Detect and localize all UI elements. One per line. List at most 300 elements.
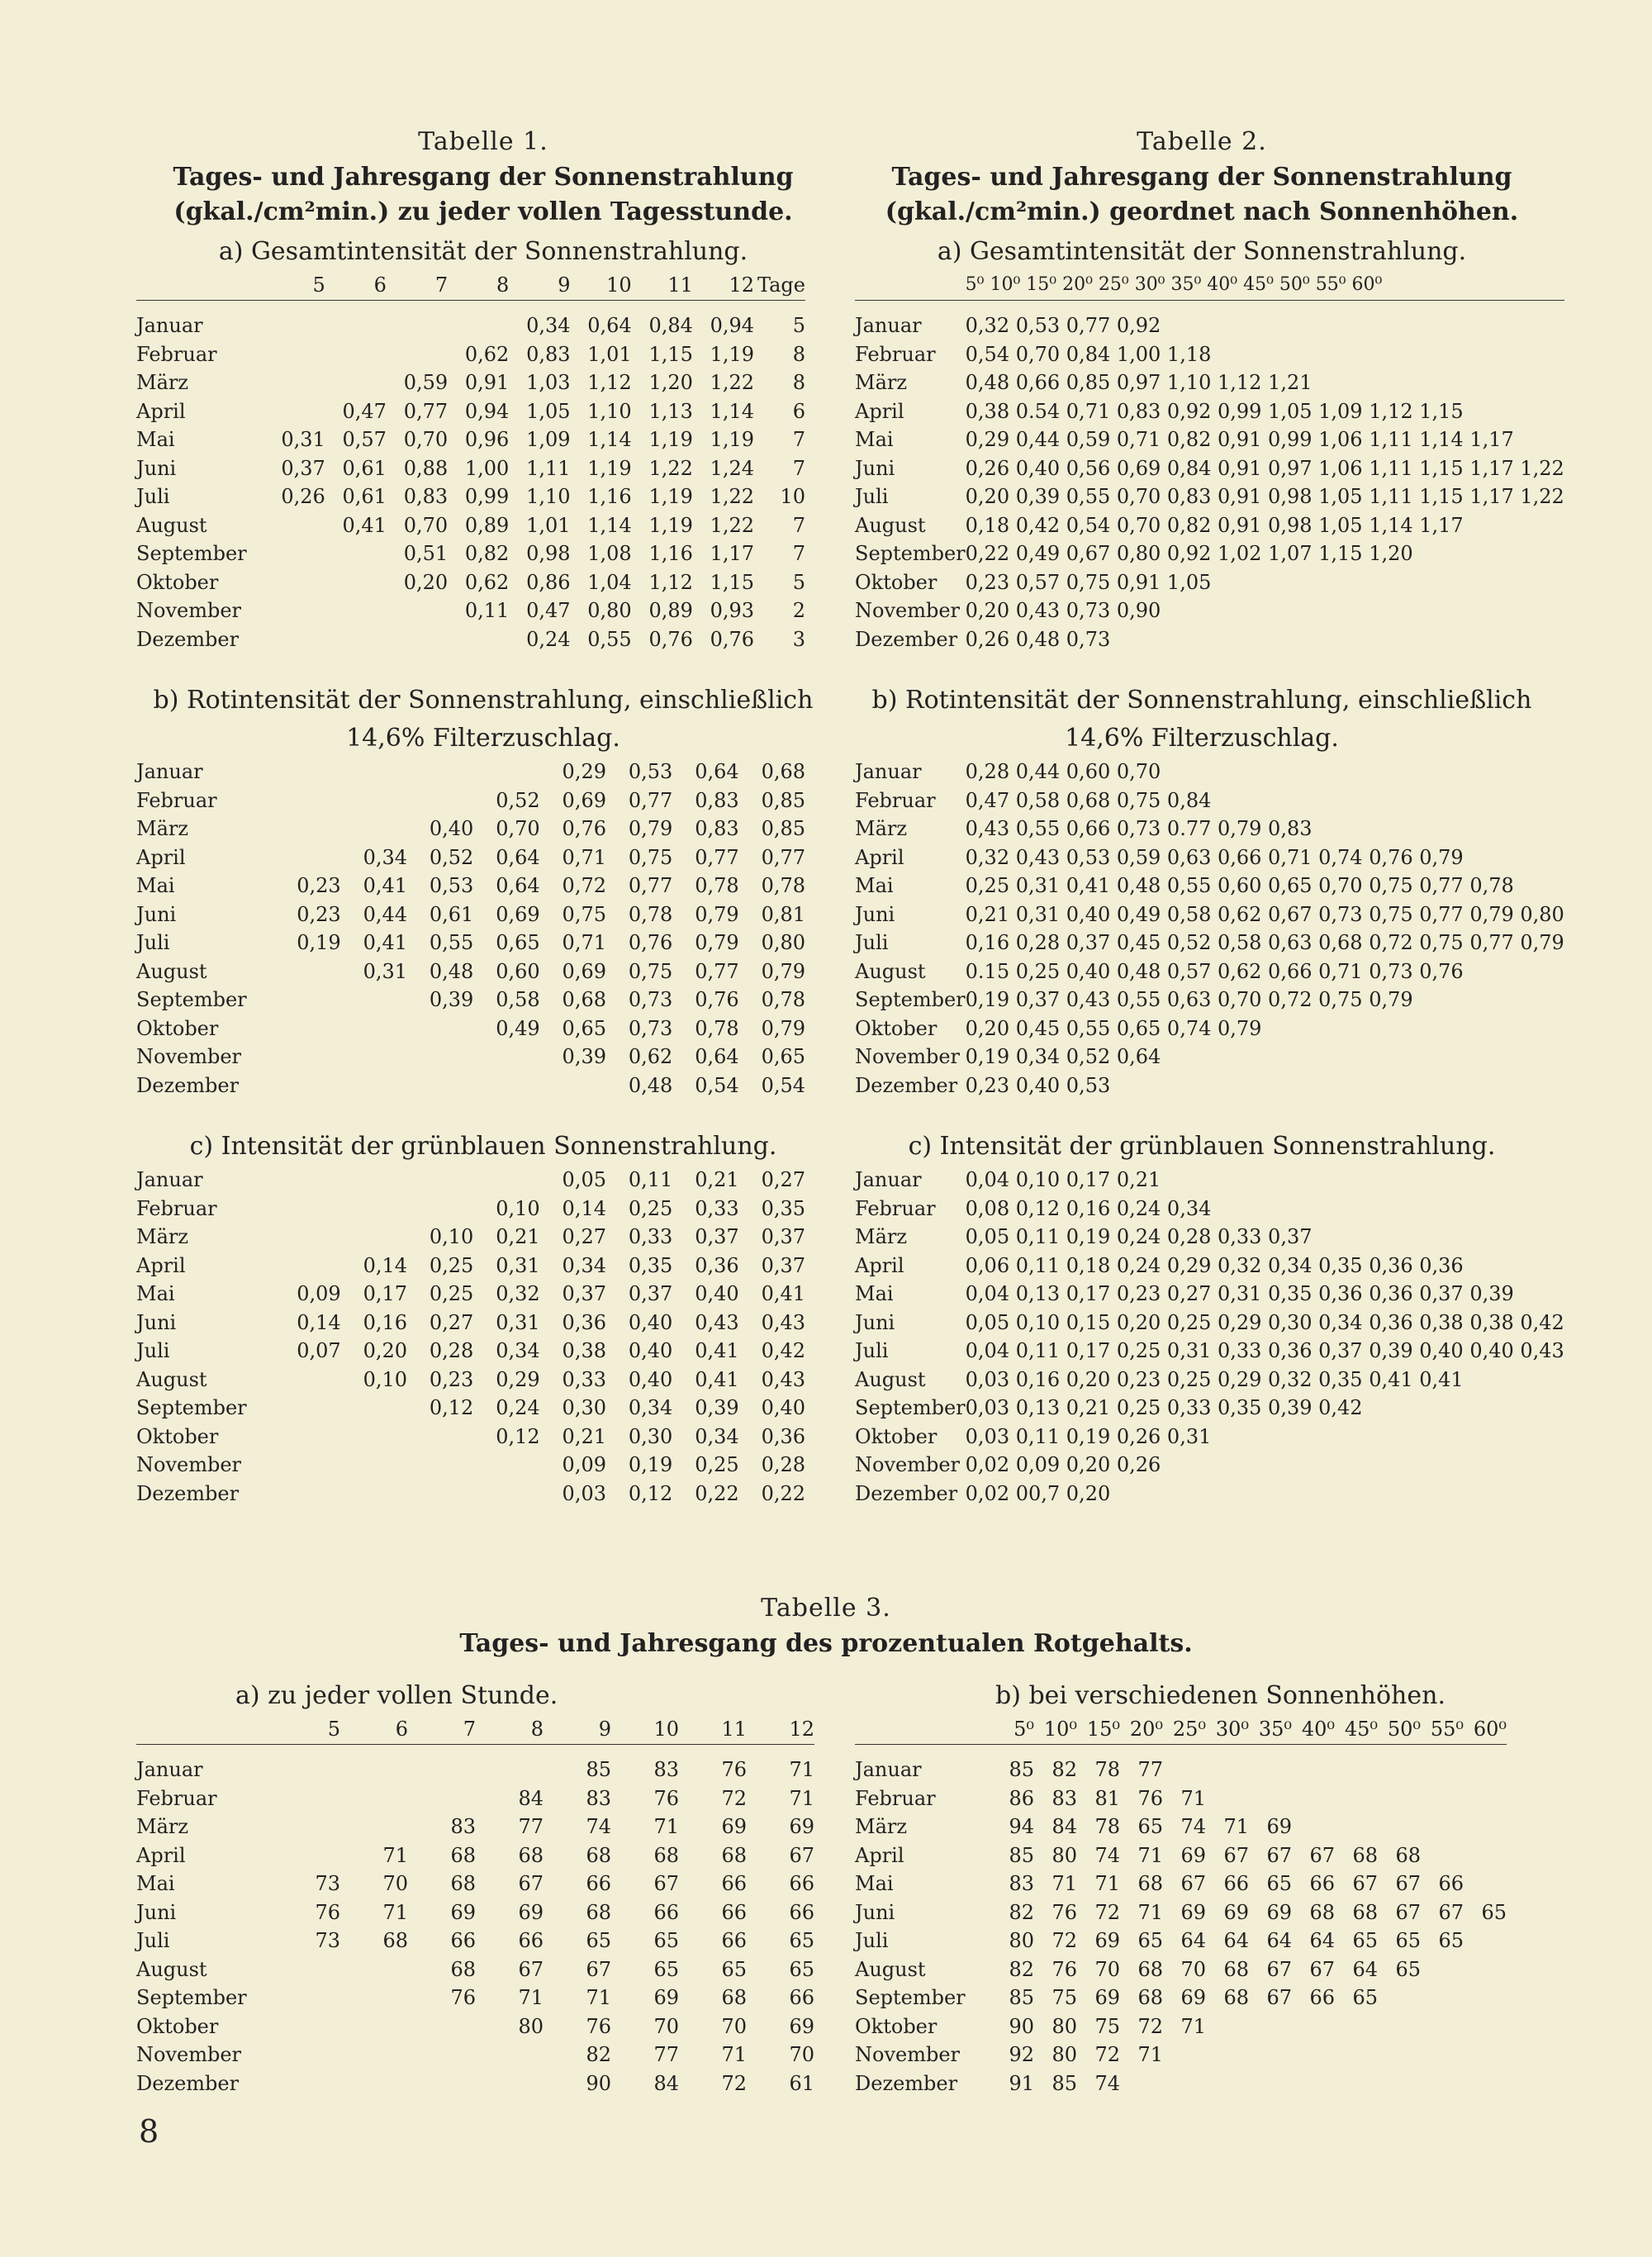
month-label: Februar (855, 342, 936, 366)
table-row (855, 482, 1564, 511)
value-cell: 68 (1352, 1843, 1378, 1867)
value-cell: 1,08 (587, 542, 632, 565)
value-cell (273, 1784, 340, 1813)
value-cell (407, 1043, 473, 1071)
value-cell (273, 2012, 340, 2041)
value-cell (340, 1955, 408, 1984)
value-cell (1378, 2069, 1421, 2098)
value-cell: 0,64 (496, 845, 540, 869)
value-cell (341, 1223, 407, 1252)
header-row (136, 1715, 814, 1744)
table-row (136, 1166, 805, 1195)
value-cell (341, 786, 407, 815)
value-cell: 76 (653, 1786, 679, 1810)
table-row (855, 1223, 1564, 1252)
value-cell: 76 (721, 1758, 747, 1781)
month-label: Januar (136, 1168, 203, 1191)
table-row (855, 511, 1564, 540)
value-cell: 68 (1223, 1986, 1249, 2009)
tabelle-2b-title-line2: 14,6% Filterzuschlag. (1065, 724, 1339, 753)
column-header: 10⁰ (1043, 1718, 1077, 1741)
value-cell: 0,37 (628, 1282, 673, 1305)
value-cell (341, 1480, 407, 1509)
value-cell (387, 340, 448, 369)
value-cell: 0,33 (695, 1196, 739, 1220)
tabelle-1b-title-line2: 14,6% Filterzuschlag. (346, 724, 620, 753)
table-row (855, 1841, 1507, 1870)
value-cell: 0,30 (628, 1424, 673, 1448)
month-label: Oktober (136, 1016, 219, 1040)
value-cell (273, 1813, 340, 1841)
value-cell (1421, 1955, 1464, 1984)
month-label: September (855, 1396, 966, 1419)
value-cell (1249, 1784, 1292, 1813)
tabelle-2c-table (855, 1166, 1564, 1508)
value-sequence: 0,20 0,45 0,55 0,65 0,74 0,79 (965, 1016, 1262, 1040)
table-row (136, 900, 805, 929)
value-cell: 0,61 (429, 902, 474, 926)
month-label: Februar (855, 1196, 936, 1220)
value-cell: 0,65 (761, 1045, 805, 1068)
table-row (855, 872, 1564, 900)
column-header: 35⁰ (1258, 1718, 1292, 1741)
value-cell: 69 (450, 1900, 476, 1924)
value-cell: 65 (1481, 1900, 1507, 1924)
value-cell: 0,70 (403, 513, 449, 537)
value-cell: 0,88 (403, 456, 449, 480)
value-cell: 0,12 (496, 1424, 540, 1448)
value-cell: 0,83 (695, 817, 739, 840)
value-cell: 0,77 (761, 845, 805, 869)
value-cell (473, 1166, 539, 1195)
value-cell: 0,34 (562, 1253, 606, 1277)
value-cell: 71 (789, 1758, 814, 1781)
value-cell (341, 758, 407, 786)
month-label: Juli (136, 1929, 170, 1952)
value-cell: 1,15 (710, 570, 755, 594)
table-row (136, 843, 805, 872)
value-cell: 0,61 (342, 485, 387, 508)
table-row (136, 1841, 814, 1870)
value-cell (1421, 1984, 1464, 2012)
value-cell: 65 (1438, 1929, 1464, 1952)
column-header: 5 (327, 1718, 340, 1741)
value-cell: 66 (1309, 1986, 1335, 2009)
value-cell (264, 368, 325, 397)
value-sequence: 0,05 0,10 0,15 0,20 0,25 0,29 0,30 0,34 0,36 0,38 0,38 0,42 (965, 1310, 1564, 1334)
value-cell: 67 (1223, 1843, 1249, 1867)
value-cell: 0,52 (429, 845, 474, 869)
value-cell: 71 (653, 1815, 679, 1838)
value-cell: 0,34 (526, 314, 571, 337)
value-cell: 1,09 (526, 428, 571, 451)
value-cell: 66 (789, 1900, 814, 1924)
table-row (855, 1898, 1507, 1927)
value-cell: 0,33 (628, 1225, 673, 1248)
value-cell: 83 (1009, 1872, 1034, 1895)
value-cell: 86 (1009, 1786, 1034, 1810)
value-cell: 0,51 (403, 542, 449, 565)
value-cell (1421, 1784, 1464, 1813)
month-label: Dezember (136, 2071, 240, 2095)
value-cell: 0,91 (464, 371, 510, 394)
value-cell (473, 1071, 539, 1100)
table-row (855, 340, 1564, 369)
value-cell (1292, 1784, 1335, 1813)
value-cell: 0,32 (496, 1282, 540, 1305)
value-cell: 0,75 (562, 902, 606, 926)
month-label: Oktober (136, 2014, 219, 2038)
value-cell: 0,35 (628, 1253, 673, 1277)
value-cell: 68 (1223, 1957, 1249, 1981)
value-sequence: 0,08 0,12 0,16 0,24 0,34 (965, 1196, 1212, 1220)
value-cell: 0,23 (297, 874, 341, 897)
value-cell: 0,69 (562, 788, 606, 812)
value-cell: 83 (1051, 1786, 1077, 1810)
tabelle-2b-title-line1: b) Rotintensität der Sonnenstrahlung, einschließlich (871, 686, 1532, 715)
value-cell: 0,25 (628, 1196, 673, 1220)
value-cell (1464, 1955, 1507, 1984)
tabelle-3a-title: a) zu jeder vollen Stunde. (235, 1681, 558, 1710)
value-cell: 65 (1395, 1929, 1421, 1952)
value-cell (325, 368, 387, 397)
value-cell: 84 (653, 2071, 679, 2095)
value-cell: 69 (653, 1986, 679, 2009)
value-cell: 0,70 (496, 817, 540, 840)
value-cell (408, 2069, 476, 2098)
table-row (855, 1423, 1564, 1452)
month-label: Dezember (855, 2071, 958, 2095)
value-sequence: 0,23 0,40 0,53 (965, 1073, 1111, 1097)
value-cell: 65 (1137, 1929, 1163, 1952)
value-cell (407, 1480, 473, 1509)
column-header: 9 (598, 1718, 611, 1741)
value-sequence: 0,03 0,11 0,19 0,26 0,31 (965, 1424, 1212, 1448)
value-cell (274, 1166, 340, 1195)
value-cell: 0,43 (761, 1310, 805, 1334)
value-cell (325, 340, 387, 369)
value-sequence: 0.15 0,25 0,40 0,48 0,57 0,62 0,66 0,71 0,73 0,76 (965, 959, 1464, 983)
table-row (136, 1309, 805, 1338)
value-cell (1421, 2069, 1464, 2098)
value-cell: 0,27 (761, 1168, 805, 1191)
month-label: April (136, 1253, 186, 1277)
value-cell: 0,79 (761, 1016, 805, 1040)
tabelle-1b-title-line1: b) Rotintensität der Sonnenstrahlung, einschließlich (153, 686, 814, 715)
tabelle-1-heading-line1: Tages- und Jahresgang der Sonnenstrahlung (173, 163, 794, 192)
tabelle-3b-title: b) bei verschiedenen Sonnenhöhen. (995, 1681, 1446, 1710)
value-cell: 0,47 (342, 399, 387, 423)
month-label: Januar (136, 314, 203, 337)
value-cell (273, 1756, 340, 1784)
value-cell: 0,98 (526, 542, 571, 565)
value-cell: 65 (653, 1957, 679, 1981)
value-cell: 0,48 (628, 1073, 673, 1097)
value-cell: 0,34 (628, 1396, 673, 1419)
month-label: Juli (855, 931, 889, 954)
value-cell (1335, 1756, 1378, 1784)
value-cell: 0,77 (628, 874, 673, 897)
value-cell (274, 1366, 340, 1395)
value-cell: 0,31 (496, 1253, 540, 1277)
value-cell: 71 (1137, 1843, 1163, 1867)
tabelle-2a-title: a) Gesamtintensität der Sonnenstrahlung. (937, 237, 1467, 266)
value-cell: 0,23 (297, 902, 341, 926)
value-cell: 0,44 (363, 902, 407, 926)
value-cell: 82 (1009, 1957, 1034, 1981)
month-label: November (136, 599, 242, 622)
month-label: Februar (855, 1786, 936, 1810)
table-row (855, 929, 1564, 957)
month-label: August (136, 959, 207, 983)
table-row (136, 511, 805, 540)
value-cell (1464, 1927, 1507, 1955)
table-row (136, 1984, 814, 2012)
tage-value: 10 (780, 485, 805, 508)
tage-header: Tage (757, 273, 805, 297)
table-row (855, 1870, 1507, 1898)
value-cell: 0,37 (281, 456, 325, 480)
value-cell: 0,30 (562, 1396, 606, 1419)
value-cell: 0,48 (429, 959, 474, 983)
month-label: Mai (855, 874, 894, 897)
value-cell: 0,40 (761, 1396, 805, 1419)
value-cell: 74 (586, 1815, 611, 1838)
value-cell (264, 511, 325, 540)
value-cell: 0,76 (628, 931, 673, 954)
value-cell (1249, 2069, 1292, 2098)
hour-header: 8 (496, 273, 510, 297)
value-cell: 1,19 (587, 456, 632, 480)
tabelle-2-label: Tabelle 2. (1137, 127, 1267, 156)
value-cell: 71 (789, 1786, 814, 1810)
tabelle-2b-table (855, 758, 1564, 1100)
value-cell (1292, 2069, 1335, 2098)
value-cell: 0,41 (363, 874, 407, 897)
value-cell (274, 1223, 340, 1252)
value-cell: 0,77 (403, 399, 449, 423)
tage-value: 2 (792, 599, 805, 622)
value-cell: 65 (1137, 1815, 1163, 1838)
table-row (136, 1784, 814, 1813)
month-label: April (136, 399, 186, 423)
value-cell (274, 1423, 340, 1452)
month-label: September (136, 1396, 247, 1419)
value-cell: 69 (721, 1815, 747, 1838)
month-label: August (855, 959, 926, 983)
value-cell: 0,36 (562, 1310, 606, 1334)
value-cell: 0,36 (761, 1424, 805, 1448)
value-cell: 0,10 (429, 1225, 474, 1248)
value-cell: 0,29 (562, 760, 606, 783)
value-cell: 0,39 (429, 988, 474, 1011)
value-cell: 0,79 (695, 931, 739, 954)
value-cell: 71 (518, 1986, 544, 2009)
tabelle-3b (855, 1677, 1507, 2098)
value-sequence: 0,29 0,44 0,59 0,71 0,82 0,91 0,99 1,06 1,11 1,14 1,17 (965, 428, 1514, 451)
value-cell (387, 311, 448, 340)
value-cell: 65 (586, 1929, 611, 1952)
value-cell: 68 (653, 1843, 679, 1867)
value-sequence: 0,19 0,34 0,52 0,64 (965, 1045, 1161, 1068)
value-cell: 0,11 (464, 599, 510, 622)
tage-value: 8 (792, 342, 805, 366)
value-cell: 1,12 (648, 570, 693, 594)
value-cell: 1,16 (587, 485, 632, 508)
tage-value: 5 (792, 314, 805, 337)
table-row (136, 568, 805, 597)
value-cell: 1,11 (526, 456, 571, 480)
month-label: Juli (855, 1929, 889, 1952)
value-cell: 0,78 (695, 874, 739, 897)
value-cell (274, 1071, 340, 1100)
value-cell: 71 (382, 1843, 408, 1867)
value-cell: 66 (1438, 1872, 1464, 1895)
value-cell: 76 (1051, 1957, 1077, 1981)
column-header: 11 (721, 1718, 747, 1741)
value-cell (407, 1014, 473, 1043)
value-cell (341, 1043, 407, 1071)
value-cell: 65 (1352, 1986, 1378, 2009)
value-cell: 74 (1094, 2071, 1120, 2095)
value-cell: 0,16 (363, 1310, 407, 1334)
value-cell: 71 (1051, 1872, 1077, 1895)
value-cell: 0,21 (496, 1225, 540, 1248)
column-header: 60⁰ (1473, 1718, 1507, 1741)
value-cell: 68 (450, 1957, 476, 1981)
month-label: Mai (136, 1282, 175, 1305)
tage-value: 8 (792, 371, 805, 394)
value-cell: 0,78 (695, 1016, 739, 1040)
value-cell: 0,39 (695, 1396, 739, 1419)
month-label: Juni (855, 1310, 895, 1334)
value-cell: 0,55 (429, 931, 474, 954)
column-header: 15⁰ (1086, 1718, 1120, 1741)
column-header: 7 (463, 1718, 476, 1741)
value-cell: 0,14 (562, 1196, 606, 1220)
value-cell: 0,34 (363, 845, 407, 869)
value-cell: 0,37 (761, 1253, 805, 1277)
value-cell: 83 (586, 1786, 611, 1810)
value-cell: 69 (1094, 1986, 1120, 2009)
month-label: Februar (136, 788, 217, 812)
value-cell: 68 (518, 1843, 544, 1867)
value-cell: 1,22 (710, 485, 755, 508)
value-cell: 0,21 (695, 1168, 739, 1191)
value-cell: 0,54 (761, 1073, 805, 1097)
value-cell (264, 397, 325, 426)
month-label: März (136, 371, 188, 394)
value-cell: 0,71 (562, 845, 606, 869)
table-row (136, 397, 805, 426)
value-cell (341, 815, 407, 843)
table-row (855, 397, 1564, 426)
value-cell: 1,17 (710, 542, 755, 565)
table-row (855, 1756, 1507, 1784)
month-label: Dezember (136, 627, 240, 651)
header-blank (136, 271, 264, 300)
value-cell (274, 1480, 340, 1509)
month-label: November (136, 2043, 242, 2066)
value-cell: 85 (1009, 1758, 1034, 1781)
month-label: Juni (136, 456, 177, 480)
value-cell (407, 1071, 473, 1100)
month-label: Februar (855, 788, 936, 812)
table-row (136, 2041, 814, 2069)
table-row (136, 482, 805, 511)
month-label: März (855, 817, 907, 840)
value-cell (340, 2069, 408, 2098)
value-cell: 0,64 (695, 1045, 739, 1068)
value-cell: 0,36 (695, 1253, 739, 1277)
value-cell: 0,20 (403, 570, 449, 594)
value-sequence: 0,32 0,53 0,77 0,92 (965, 314, 1161, 337)
value-sequence: 0,20 0,43 0,73 0,90 (965, 599, 1161, 622)
value-cell: 80 (1051, 1843, 1077, 1867)
value-cell: 0,12 (429, 1396, 474, 1419)
table-row (136, 1252, 805, 1281)
month-label: September (136, 988, 247, 1011)
value-sequence: 0,03 0,16 0,20 0,23 0,25 0,29 0,32 0,35 0,41 0,41 (965, 1367, 1464, 1391)
table-row (136, 311, 805, 340)
month-label: Juli (136, 1339, 170, 1362)
column-header: 10 (653, 1718, 679, 1741)
value-cell (340, 1784, 408, 1813)
value-cell (1335, 2069, 1378, 2098)
month-label: Juli (855, 485, 889, 508)
month-label: Oktober (855, 2014, 938, 2038)
value-cell: 0,96 (464, 428, 510, 451)
value-cell: 0,37 (761, 1225, 805, 1248)
table-row (136, 1423, 805, 1452)
tabelle-3-label: Tabelle 3. (761, 1594, 891, 1623)
value-cell: 94 (1009, 1815, 1034, 1838)
value-cell: 0,54 (695, 1073, 739, 1097)
value-cell (325, 539, 387, 568)
table-row (136, 1223, 805, 1252)
value-cell: 1,19 (648, 485, 693, 508)
column-header: 6 (395, 1718, 408, 1741)
value-cell (1464, 1784, 1507, 1813)
table-row (855, 1252, 1564, 1281)
value-cell: 1,13 (648, 399, 693, 423)
value-cell: 73 (315, 1929, 340, 1952)
value-cell: 0,27 (562, 1225, 606, 1248)
value-cell: 0,77 (628, 788, 673, 812)
table-row (136, 1870, 814, 1898)
value-cell: 0,71 (562, 931, 606, 954)
month-label: Januar (855, 1758, 922, 1781)
value-cell: 0,85 (761, 817, 805, 840)
table-row (136, 425, 805, 454)
value-cell (264, 568, 325, 597)
value-cell: 0,65 (496, 931, 540, 954)
page-number: 8 (139, 2113, 159, 2150)
tabelle-1c-table (136, 1166, 805, 1508)
value-cell: 0,78 (761, 988, 805, 1011)
month-label: August (136, 1957, 207, 1981)
tabelle-2-heading-line1: Tages- und Jahresgang der Sonnenstrahlung (891, 163, 1512, 192)
value-cell (274, 1043, 340, 1071)
month-label: September (855, 542, 966, 565)
value-cell: 78 (1094, 1758, 1120, 1781)
tage-value: 7 (792, 542, 805, 565)
value-cell: 67 (518, 1872, 544, 1895)
value-cell: 67 (789, 1843, 814, 1867)
value-cell: 82 (1051, 1758, 1077, 1781)
value-cell: 0,72 (562, 874, 606, 897)
value-cell (341, 1014, 407, 1043)
